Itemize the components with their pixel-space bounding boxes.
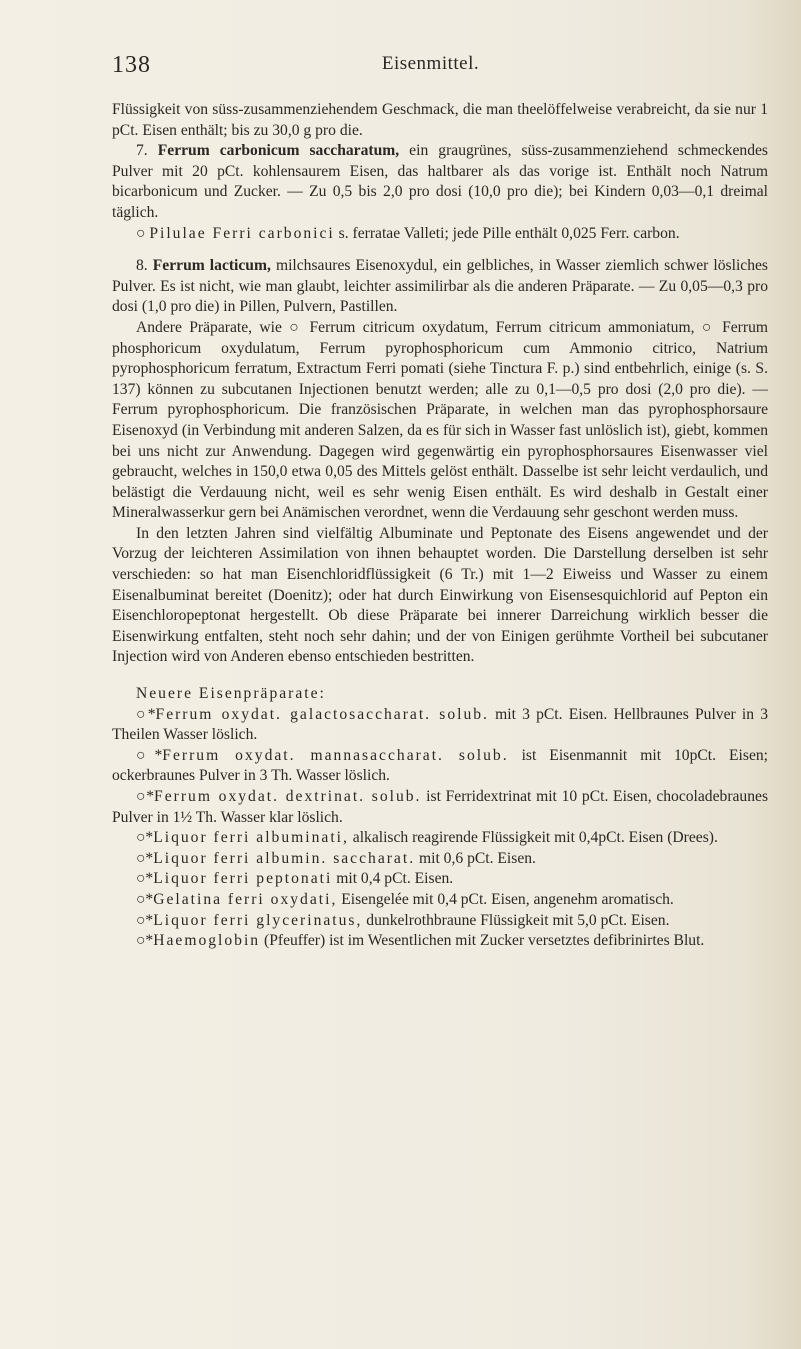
entry-number: 7. <box>136 142 158 160</box>
list-item <box>112 828 768 849</box>
list-item <box>112 705 768 746</box>
preparation-name: Liquor ferri peptonati <box>153 870 333 888</box>
preparation-text: mit 0,4 pCt. Eisen. <box>332 870 454 888</box>
preparation-name: Liquor ferri glycerinatus, <box>153 911 363 929</box>
list-item <box>112 746 768 787</box>
paragraph-continuation: Flüssigkeit von süss-zusammenziehendem Geschmack, die man theelöffelweise verabreicht, da sie nur 1 pCt. Eisen enthält; bis zu 30,0 g pro die. <box>112 101 768 139</box>
preparation-name: Ferrum oxydat. mannasaccharat. solub. <box>162 746 509 764</box>
entry-text: ein graugrünes, süss-zusammenziehend schmeckendes Pulver mit 20 pCt. kohlensaurem Eisen, das haltbarer als das vorige ist. Enthält noch Natrum bicarbonicum und Zucker. — Zu 0,5 bis 2,0 pro dosi (10,0 pro die); bei Kindern 0,03—0,1 dreimal täglich. <box>112 142 768 221</box>
section-heading-neuere: Neuere Eisenpräparate: <box>136 685 326 703</box>
list-item <box>112 911 768 932</box>
preparation-text: ist Eisenmannit mit 10pCt. Eisen; ockerbraunes Pulver in 3 Th. Wasser löslich. <box>112 746 768 785</box>
entry-heading: Ferrum lacticum, <box>152 257 271 275</box>
list-item <box>112 869 768 890</box>
preparation-text: mit 3 pCt. Eisen. Hellbraunes Pulver in 3 Theilen Wasser löslich. <box>112 705 768 744</box>
preparation-text: alkalisch reagirende Flüssigkeit mit 0,4pCt. Eisen (Drees). <box>348 829 718 847</box>
official-mark: ○* <box>136 705 156 723</box>
official-mark: ○* <box>136 746 163 764</box>
list-item <box>112 931 768 952</box>
preparation-text: dunkelrothbraune Flüssigkeit mit 5,0 pCt. Eisen. <box>362 911 670 929</box>
entry-heading: Ferrum carbonicum saccharatum, <box>157 142 400 160</box>
page-body <box>112 100 768 952</box>
preparation-name: Ferrum oxydat. dextrinat. solub. <box>154 788 422 805</box>
list-item <box>112 890 768 911</box>
preparation-name: Liquor ferri albuminati, <box>153 829 349 847</box>
running-title: Eisenmittel. <box>381 53 480 74</box>
entry-text: milchsaures Eisenoxydul, ein gelbliches, in Wasser ziemlich schwer lösliches Pulver. Es ist nicht, wie man glaubt, leichter assimilirbar als die anderen Präparate. — Zu 0,05—0,3 pro dosi (1,0 pro die) in Pillen, Pulvern, Pastillen. <box>112 257 768 316</box>
official-mark: ○* <box>136 890 154 908</box>
official-mark: ○* <box>136 911 154 929</box>
official-mark: ○* <box>136 788 155 805</box>
official-mark: ○* <box>136 849 154 867</box>
preparation-text: s. ferratae Valleti; jede Pille enthält 0,025 Ferr. carbon. <box>334 224 680 242</box>
official-mark: ○ <box>136 224 150 242</box>
preparation-name: Liquor ferri albumin. saccharat. <box>153 849 416 867</box>
preparation-name: Gelatina ferri oxydati, <box>153 890 338 908</box>
paragraph-andere-praeparate: Andere Präparate, wie ○ Ferrum citricum oxydatum, Ferrum citricum ammoniatum, ○ Ferrum phosphoricum oxydulatum, Ferrum pyrophosphoricum cum Ammonio citrico, Natrium pyrophosphoricum ferratum, Extractum Ferri pomati (siehe Tinctura F. p.) sind entbehrlich, einige (s. S. 137) können zu subcutanen Injectionen benutzt werden; alle zu 0,1—0,5 pro dosi (2,0 pro die). — Ferrum pyrophosphoricum. Die französischen Präparate, in welchen man das pyrophosphorsaure Eisenoxyd (in Verbindung mit anderen Salzen, da es für sich in Wasser fast unlöslich ist), giebt, kommen bei uns nicht zur Anwendung. Dagegen wird gegenwärtig ein pyrophosphorsaures Eisenwasser viel gebraucht, welches in 150,0 etwa 0,05 des Mittels gelöst enthält. Dasselbe ist sehr leicht verdaulich, und belästigt die Verdauung nicht, weil es sehr wenig Eisen enthält. Es wird deshalb in Gestalt einer Mineralwasserkur gern bei Anämischen verordnet, wenn die Verdauung sehr geschont werden muss. <box>112 318 768 522</box>
preparation-text: ist Ferridextrinat mit 10 pCt. Eisen, chocoladebraunes Pulver in 1½ Th. Wasser klar löslich. <box>112 788 769 826</box>
entry-ferrum-lacticum <box>112 256 768 318</box>
preparation-name: Ferrum oxydat. galactosaccharat. solub. <box>155 705 489 723</box>
entry-number: 8. <box>136 257 153 275</box>
list-item <box>112 787 768 828</box>
official-mark: ○* <box>136 870 154 888</box>
preparation-text: Eisengelée mit 0,4 pCt. Eisen, angenehm aromatisch. <box>337 890 674 908</box>
entry-pilulae-ferri <box>112 224 768 245</box>
preparation-name: Pilulae Ferri carbonici <box>149 224 335 242</box>
preparation-name: Haemoglobin <box>153 932 261 950</box>
page-number: 138 <box>112 52 151 78</box>
paragraph-albuminate: In den letzten Jahren sind vielfältig Albuminate und Peptonate des Eisens angewendet und der Vorzug der leichteren Assimilation von ihnen behauptet worden. Die Darstellung derselben ist sehr verschieden: so hat man Eisenchloridflüssigkeit (6 Tr.) mit 1—2 Eiweiss und Wasser zu einem Eisenalbuminat bereitet (Doenitz); oder hat durch Einwirkung von Eisensesquichlorid auf Pepton ein Eisenchloropeptonat hergestellt. Ob diese Präparate bei innerer Darreichung wirklich besser die Eisenwirkung entfalten, steht noch sehr dahin; und der von Einigen gerühmte Vortheil bei subcutaner Injection wird von Anderen ebenso entschieden bestritten. <box>112 524 768 666</box>
entry-ferrum-carbonicum <box>112 141 768 223</box>
list-item <box>112 849 768 870</box>
preparation-text: mit 0,6 pCt. Eisen. <box>415 849 536 867</box>
official-mark: ○* <box>136 932 154 950</box>
new-preparations-list <box>112 705 768 952</box>
preparation-text: (Pfeuffer) ist im Wesentlichen mit Zucker versetztes defibrinirtes Blut. <box>260 932 705 950</box>
official-mark: ○* <box>136 829 154 847</box>
